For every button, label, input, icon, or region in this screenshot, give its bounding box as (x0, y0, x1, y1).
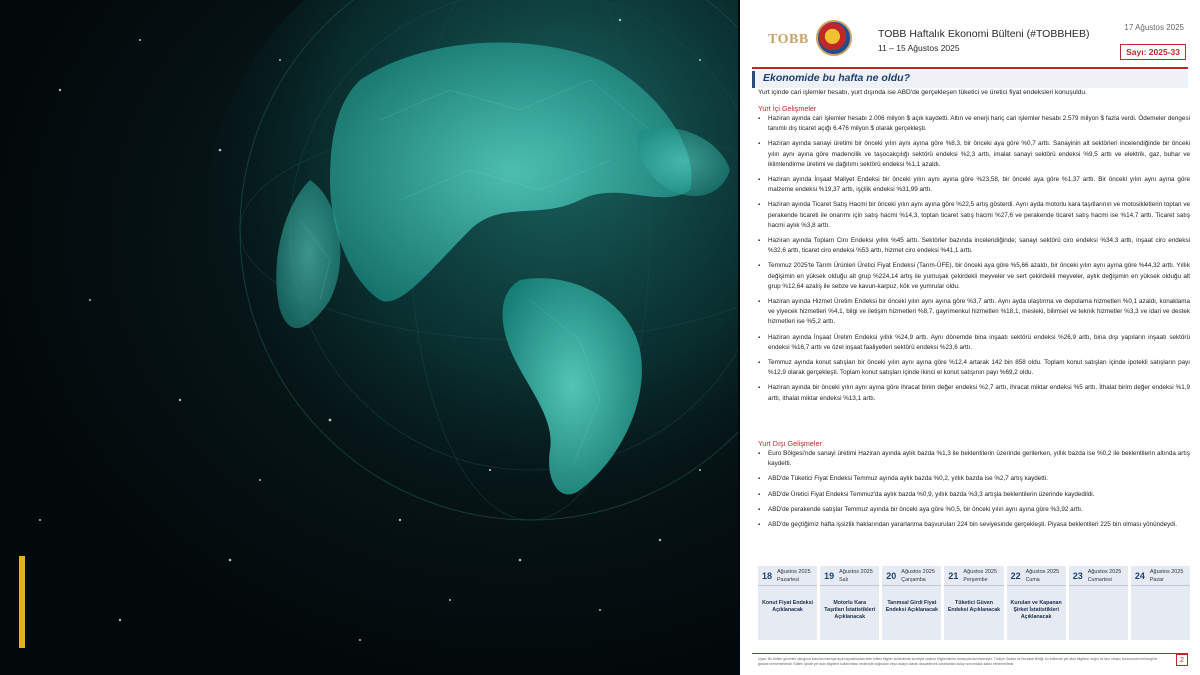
day-month: Ağustos 2025 (1149, 569, 1184, 575)
day-number: 24 (1134, 571, 1145, 581)
day-month: Ağustos 2025 (1025, 569, 1060, 575)
list-item: ▪ Temmuz ayında konut satışları bir önceki yılın aynı ayına göre %12,4 artarak 142 bin 858 oldu. Toplam konut satışları içinde ipotekli satışların payı %12,9 olarak gerçekleşti. Toplam konut satışları içinde ikinci el konut satışının payı %69,2 oldu. (758, 358, 1190, 378)
list-item: ▪ ABD'de Üretici Fiyat Endeksi Temmuz'da aylık bazda %0,9, yıllık bazda %3,3 artışla beklentilerin üzerinde kaydedildi. (758, 490, 1190, 500)
list-item: ▪ Haziran ayında Toplam Ciro Endeksi yıllık %45 arttı. Sektörler bazında incelendiğinde; sanayi sektörü ciro endeksi %34,3 arttı, inşaat ciro endeksi %32,6 arttı, ticaret ciro endeksi %53 arttı, hizmet ciro endeksi %41,1 arttı. (758, 236, 1190, 256)
calendar-day (944, 566, 1003, 640)
list-item: ▪ Haziran ayında Ticaret Satış Hacmi bir önceki yılın aynı ayına göre %22,5 artış gösterdi. Aynı ayda motorlu kara taşıtlarının ve motosikletlerin toptan ve perakende ticareti ile onarımı için satış hacmi %14,3, toptan ticaret satış hacmi %27,6 ve perakende ticaret satış hacmi ise %14,7 arttı. Ticaret satış hacmi aylık %3,8 arttı. (758, 200, 1190, 231)
day-name: Cumartesi (1087, 577, 1112, 583)
day-month: Ağustos 2025 (777, 569, 811, 575)
list-item: ▪ Haziran ayında bir önceki yılın aynı ayına göre ihracat birim değer endeksi %2,7 arttı, ihracat miktar endeksi %5 arttı. İthalat birim değer endeksi %1,9 arttı, ithalat miktar endeksi %13,1 arttı. (758, 383, 1190, 403)
list-item: ▪ Temmuz 2025'te Tarım Ürünleri Üretici Fiyat Endeksi (Tarım-ÜFE), bir önceki aya göre %5,66 azaldı, bir önceki yılın aynı ayına göre %44,32 arttı. Yıllık değişimin en yüksek olduğu alt grup %224,14 artış ile yumuşak çekirdekli meyveler ve sert çekirdekli meyveler, aylık değişimin en yüksek olduğu alt grup %12,64 azalış ile sebze ve kavun-karpuz, kök ve yumrular oldu. (758, 261, 1190, 292)
weekly-calendar (758, 566, 1190, 640)
list-item: ▪ Haziran ayında İnşaat Üretim Endeksi yıllık %24,9 arttı. Aynı dönemde bina inşaatı sektörü endeksi %26,9 arttı, bina dışı yapıların inşaatı sektörü endeksi %16,7 arttı ve özel inşaat faaliyetleri sektörü endeksi %23,6 arttı. (758, 333, 1190, 353)
calendar-day (758, 566, 817, 640)
list-item: ▪ Euro Bölgesi'nde sanayi üretimi Haziran ayında aylık bazda %1,3 ile beklentilerin üzerinde gerilerken, yıllık bazda ise %0,2 ile beklentilerin altında artış kaydetti. (758, 449, 1190, 469)
day-name: Pazartesi (777, 577, 800, 583)
section-question: Ekonomide bu hafta ne oldu? (763, 72, 910, 84)
day-event: Konut Fiyat Endeksi Açıklanacak (762, 600, 814, 613)
day-name: Pazar (1149, 577, 1164, 583)
day-event: Tüketici Güven Endeksi Açıklanacak (947, 600, 1001, 613)
foreign-heading: Yurt Dışı Gelişmeler (758, 439, 822, 448)
day-month: Ağustos 2025 (901, 569, 935, 575)
header-divider (752, 67, 1188, 69)
accent-bar (19, 556, 25, 648)
list-item: ▪ ABD'de perakende satışlar Temmuz ayında bir önceki aya göre %0,5, bir önceki yılın aynı ayına göre %3,92 arttı. (758, 505, 1190, 515)
day-month: Ağustos 2025 (839, 569, 873, 575)
question-banner (752, 71, 1188, 88)
bulletin-page (740, 0, 1200, 675)
day-name: Perşembe (963, 577, 988, 583)
domestic-list (758, 114, 1190, 409)
day-number: 21 (948, 571, 959, 581)
day-event: Kurulan ve Kapanan Şirket İstatistikleri Açıklanacak (1010, 600, 1062, 620)
page-number: 2 (1176, 654, 1188, 666)
day-name: Cuma (1025, 577, 1040, 583)
list-item: ▪ ABD'de geçtiğimiz hafta işsizlik haklarından yararlanma başvuruları 224 bin seviyesinde gerçekleşti. Piyasa beklentileri 225 bin olması yönündeydi. (758, 520, 1190, 530)
calendar-day (820, 566, 879, 640)
calendar-day (1131, 566, 1190, 640)
day-number: 22 (1010, 571, 1021, 581)
calendar-day (1007, 566, 1066, 640)
day-name: Salı (839, 577, 849, 583)
list-item: ▪ Haziran ayında Hizmet Üretim Endeksi bir önceki yılın aynı ayına göre %3,7 arttı. Aynı ayda ulaştırma ve depolama hizmetleri %0,1 azaldı, konaklama ve yiyecek hizmetleri %4,1, bilgi ve iletişim hizmetleri %8,7, gayrimenkul hizmetleri %18,1, mesleki, bilimsel ve teknik hizmetler %3,3 ve idari ve destek hizmetleri ise %5,2 arttı. (758, 297, 1190, 328)
list-item: ▪ Haziran ayında cari işlemler hesabı 2.006 milyon $ açık kaydetti. Altın ve enerji hariç cari işlemler hesabı 2.579 milyon $ fazla verdi. Ödemeler dengesi tanımlı dış ticaret açığı 6.476 milyon $ olarak gerçekleşti. (758, 114, 1190, 134)
bulletin-week: 11 – 15 Ağustos 2025 (878, 43, 960, 53)
domestic-heading: Yurt İçi Gelişmeler (758, 104, 817, 113)
calendar-day (882, 566, 941, 640)
day-event: Motorlu Kara Taşıtları İstatistikleri Açıklanacak (824, 600, 876, 620)
intro-text: Yurt içinde cari işlemler hesabı, yurt dışında ise ABD'de gerçekleşen tüketici ve üretici fiyat endeksleri konuşuldu. (758, 89, 1087, 96)
day-number: 23 (1072, 571, 1083, 581)
day-month: Ağustos 2025 (1087, 569, 1122, 575)
list-item: ▪ Haziran ayında sanayi üretimi bir önceki yılın aynı ayına göre %8,3, bir önceki aya göre %0,7 arttı. Sanayinin alt sektörleri incelendiğinde bir önceki yılın aynı ayına göre madencilik ve taşocakçılığı sektörü endeksi %2,3 arttı, imalat sanayi sektörü endeksi %9,5 arttı ve elektrik, gaz, buhar ve iklimlendirme üretimi ve dağıtımı sektörü endeksi %1,1 azaldı. (758, 139, 1190, 170)
footer-divider (752, 653, 1188, 654)
bulletin-header (748, 10, 1194, 66)
day-month: Ağustos 2025 (963, 569, 998, 575)
tobb-seal-icon (816, 20, 852, 56)
day-event: Tarımsal Girdi Fiyat Endeksi Açıklanacak (885, 600, 938, 613)
tobb-logo-text: TOBB (768, 32, 809, 47)
list-item: ▪ ABD'de Tüketici Fiyat Endeksi Temmuz ayında aylık bazda %0,2, yıllık bazda ise %2,7 artış kaydetti. (758, 474, 1190, 484)
disclaimer-text: Uyarı: Bu bülten güvenilir olduğuna inanılan kamuya açık kaynaklardan elde edilen bilgiler kullanılmak suretiyle sadece bilgilendirme amacıyla hazırlanmıştır. Türkiye Odalar ve Borsalar Birliği, bu bültende yer alan bilgilerin doğru ve tam olması konusunda herhangi bir garanti vermemektedir. Bülten içinde yer alan bilgilerin kullanılması nedeniyle doğrudan veya dolaylı olarak oluşabilecek zararlardan dolayı sorumluluk kabul etmemektedir. (758, 657, 1158, 666)
issue-badge: Sayı: 2025-33 (1120, 44, 1186, 60)
day-number: 19 (824, 571, 835, 581)
day-name: Çarşamba (901, 577, 926, 583)
day-number: 20 (886, 571, 897, 581)
list-item: ▪ Haziran ayında İnşaat Maliyet Endeksi bir önceki yılın aynı ayına göre %23,58, bir önceki aya göre %1,37 arttı. Bir önceki yılın aynı ayına göre malzeme endeksi %19,37 arttı, işçilik endeksi %31,99 arttı. (758, 175, 1190, 195)
bulletin-title: TOBB Haftalık Ekonomi Bülteni (#TOBBHEB) (878, 28, 1090, 40)
day-number: 18 (762, 571, 773, 581)
bulletin-date: 17 Ağustos 2025 (1124, 23, 1184, 32)
calendar-day (1069, 566, 1128, 640)
foreign-list (758, 449, 1190, 535)
